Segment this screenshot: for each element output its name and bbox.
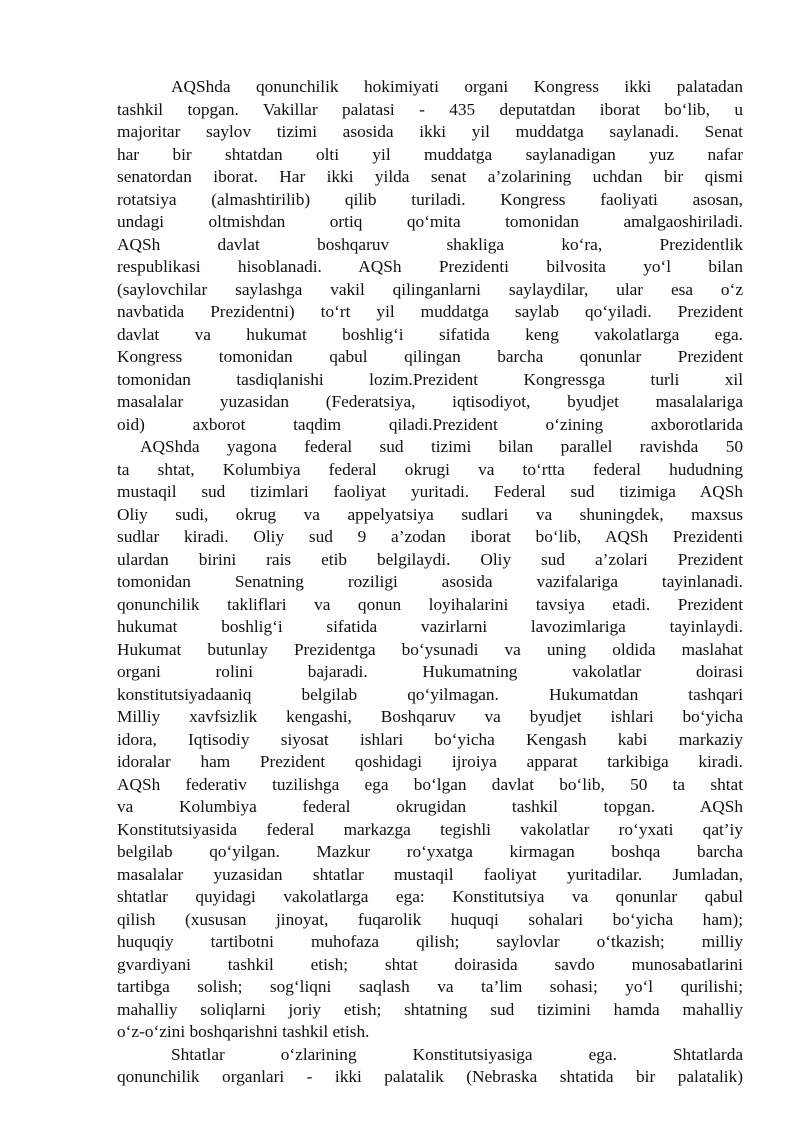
text-line: ta shtat, Kolumbiya federal okrugi va to‘rtta federal hududning	[117, 459, 743, 479]
text-line: sudlar kiradi. Oliy sud 9 a’zodan iborat bo‘lib, AQSh Prezidenti	[117, 527, 743, 546]
text-line: AQSh davlat boshqaruv shakliga ko‘ra, Prezidentlik	[117, 234, 743, 254]
text-line: idora, Iqtisodiy siyosat ishlari bo‘yicha Kengash kabi markaziy	[117, 729, 743, 749]
text-line: AQSh federativ tuzilishga ega bo‘lgan davlat bo‘lib, 50 ta shtat	[117, 774, 743, 794]
text-line: hukumat boshlig‘i sifatida vazirlarni lavozimlariga tayinlaydi.	[117, 617, 743, 636]
text-line: Kongress tomonidan qabul qilingan barcha qonunlar Prezident	[117, 347, 743, 366]
text-line: Shtatlar o‘zlarining Konstitutsiyasiga ega. Shtatlarda	[171, 1044, 743, 1064]
text-line: Hukumat butunlay Prezidentga bo‘ysunadi va uning oldida maslahat	[117, 639, 743, 659]
text-line: masalalar yuzasidan (Federatsiya, iqtisodiyot, byudjet masalalariga	[117, 392, 743, 411]
text-line: har bir shtatdan olti yil muddatga saylanadigan yuz nafar	[117, 144, 743, 164]
text-line: tashkil topgan. Vakillar palatasi - 435 deputatdan iborat bo‘lib, u	[117, 99, 743, 119]
text-line: konstitutsiyadaaniq belgilab qo‘yilmagan. Hukumatdan tashqari	[117, 684, 743, 704]
text-line: tomonidan Senatning roziligi asosida vazifalariga tayinlanadi.	[117, 572, 743, 591]
text-line: organi rolini bajaradi. Hukumatning vakolatlar doirasi	[117, 662, 743, 681]
text-line: qilish (xususan jinoyat, fuqarolik huquqi sohalari bo‘yicha ham);	[117, 909, 743, 929]
text-line: respublikasi hisoblanadi. AQSh Prezidenti bilvosita yo‘l bilan	[117, 257, 743, 276]
text-line: Milliy xavfsizlik kengashi, Boshqaruv va byudjet ishlari bo‘yicha	[117, 707, 743, 726]
text-line: mustaqil sud tizimlari faoliyat yuritadi. Federal sud tizimiga AQSh	[117, 482, 743, 501]
text-line: Oliy sudi, okrug va appelyatsiya sudlari va shuningdek, maxsus	[117, 504, 743, 524]
text-line: davlat va hukumat boshlig‘i sifatida keng vakolatlarga ega.	[117, 324, 743, 344]
text-line: oid) axborot taqdim qiladi.Prezident o‘zining axborotlarida	[117, 414, 743, 434]
text-line: rotatsiya (almashtirilib) qilib turiladi. Kongress faoliyati asosan,	[117, 189, 743, 209]
document-body	[117, 76, 743, 1089]
text-line: va Kolumbiya federal okrugidan tashkil topgan. AQSh	[117, 797, 743, 816]
text-line: navbatida Prezidentni) to‘rt yil muddatga saylab qo‘yiladi. Prezident	[117, 302, 743, 321]
text-line: ulardan birini rais etib belgilaydi. Oliy sud a’zolari Prezident	[117, 549, 743, 569]
text-line: huquqiy tartibotni muhofaza qilish; saylovlar o‘tkazish; milliy	[117, 932, 743, 951]
text-line: shtatlar quyidagi vakolatlarga ega: Konstitutsiya va qonunlar qabul	[117, 887, 743, 906]
text-line: senatordan iborat. Har ikki yilda senat a’zolarining uchdan bir qismi	[117, 167, 743, 186]
text-line: majoritar saylov tizimi asosida ikki yil muddatga saylanadi. Senat	[117, 122, 743, 141]
text-line: AQShda qonunchilik hokimiyati organi Kongress ikki palatadan	[171, 77, 743, 96]
text-line: tomonidan tasdiqlanishi lozim.Prezident Kongressga turli xil	[117, 369, 743, 389]
text-line: gvardiyani tashkil etish; shtat doirasida savdo munosabatlarini	[117, 954, 743, 974]
text-line: qonunchilik organlari - ikki palatalik (Nebraska shtatida bir palatalik)	[117, 1067, 743, 1086]
text-line: mahalliy soliqlarni joriy etish; shtatning sud tizimini hamda mahalliy	[117, 999, 743, 1019]
text-line: o‘z-o‘zini boshqarishni tashkil etish.	[117, 1022, 370, 1041]
text-line: qonunchilik takliflari va qonun loyihalarini tavsiya etadi. Prezident	[117, 594, 743, 614]
text-line: belgilab qo‘yilgan. Mazkur ro‘yxatga kirmagan boshqa barcha	[117, 842, 743, 861]
text-line: AQShda yagona federal sud tizimi bilan parallel ravishda 50	[140, 437, 743, 456]
text-line: idoralar ham Prezident qoshidagi ijroiya apparat tarkibiga kiradi.	[117, 752, 743, 771]
text-line: undagi oltmishdan ortiq qo‘mita tomonidan amalgaoshiriladi.	[117, 212, 743, 231]
text-line: masalalar yuzasidan shtatlar mustaqil faoliyat yuritadilar. Jumladan,	[117, 864, 743, 884]
text-line: Konstitutsiyasida federal markazga tegishli vakolatlar ro‘yxati qat’iy	[117, 819, 743, 839]
text-line: (saylovchilar saylashga vakil qilinganlarni saylaydilar, ular esa o‘z	[117, 279, 743, 299]
text-line: tartibga solish; sog‘liqni saqlash va ta’lim sohasi; yo‘l qurilishi;	[117, 977, 743, 996]
